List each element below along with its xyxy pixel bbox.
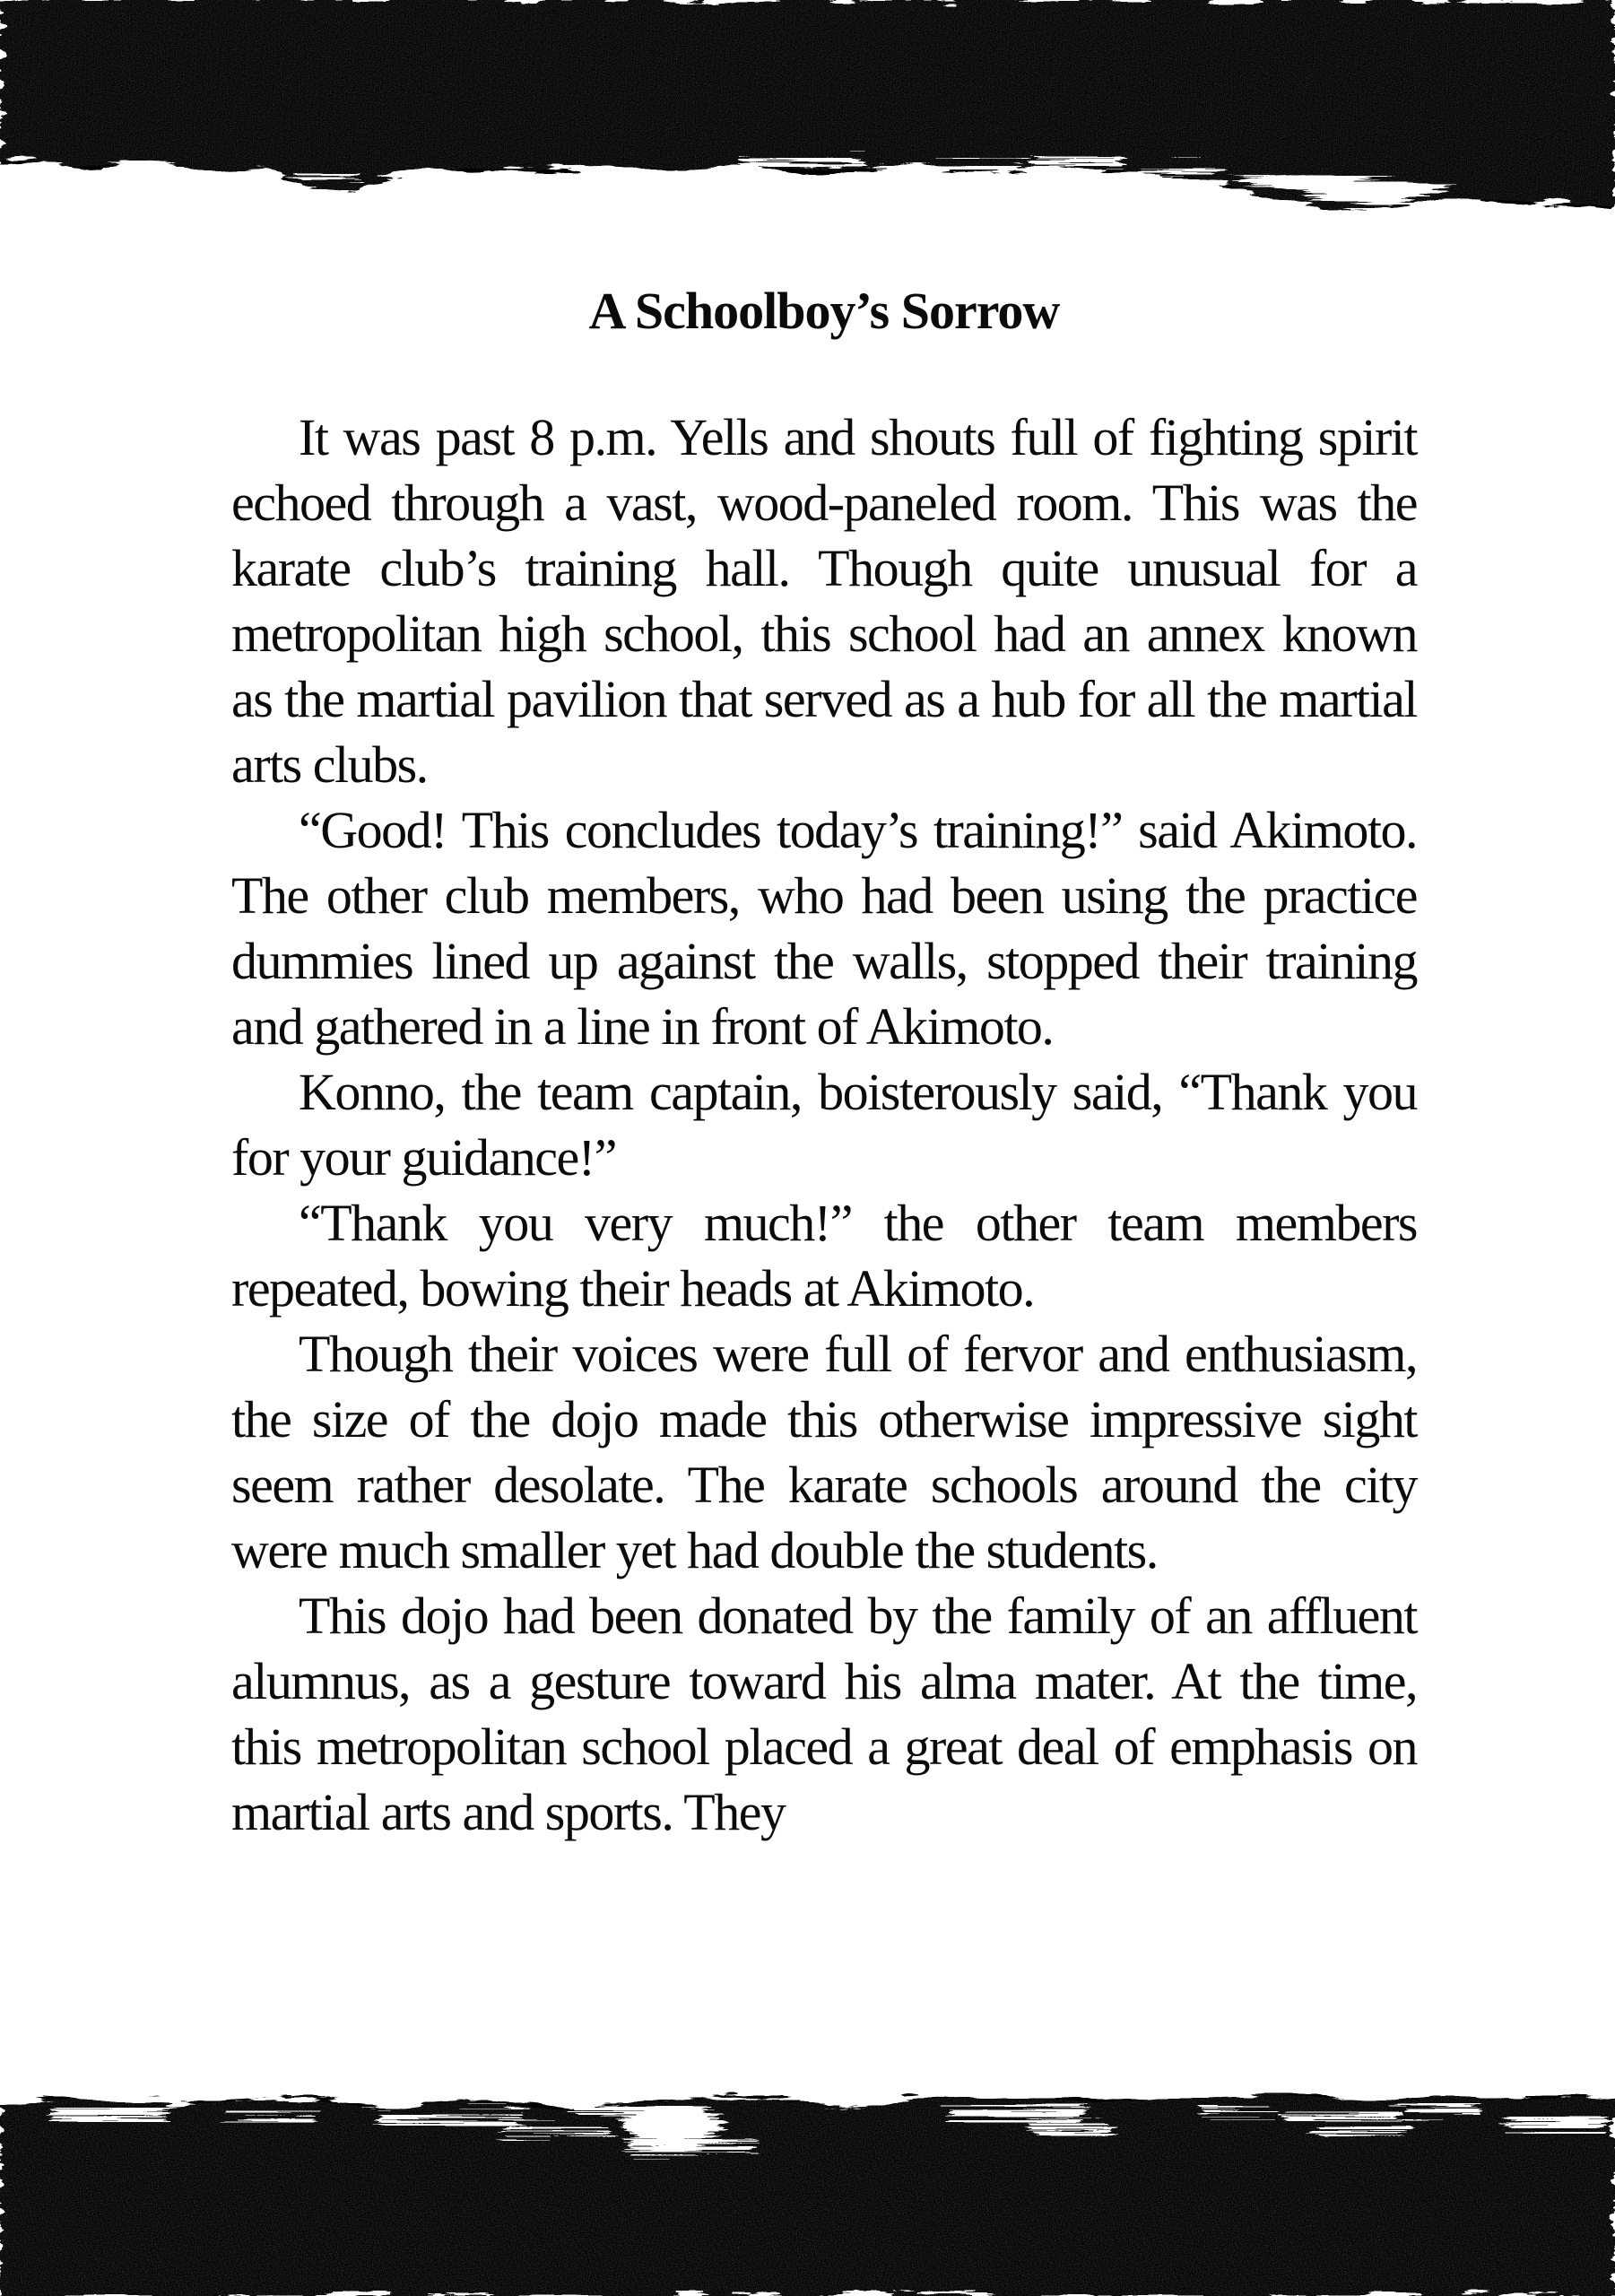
paragraph: “Thank you very much!” the other team members repeated, bowing their heads at Akimoto. [231, 1194, 1417, 1318]
paragraph: “Good! This concludes today’s training!” said Akimoto. The other club members, who had been using the practice dummies lined up against the walls, stopped their training and gathered in a line in front of Akimoto. [231, 801, 1417, 1056]
body-text [231, 404, 1417, 1845]
page-title: A Schoolboy’s Sorrow [588, 282, 1060, 340]
paragraph: This dojo had been donated by the family of an affluent alumnus, as a gesture toward his alma mater. At the time, this metropolitan school placed a great deal of emphasis on martial arts and sports. They [231, 1587, 1417, 1841]
page-content [231, 0, 1417, 1845]
paragraph: Though their voices were full of fervor and enthusiasm, the size of the dojo made this otherwise impressive sight seem rather desolate. The karate schools around the city were much smaller yet had double the students. [231, 1325, 1417, 1579]
paragraph: Konno, the team captain, boisterously said, “Thank you for your guidance!” [231, 1063, 1417, 1187]
bottom-grunge-border [0, 2027, 1615, 2296]
paragraph: It was past 8 p.m. Yells and shouts full of fighting spirit echoed through a vast, wood-paneled room. This was the karate club’s training hall. Though quite unusual for a metropolitan high school, this school had an annex known as the martial pavilion that served as a hub for all the martial arts clubs. [231, 408, 1417, 794]
